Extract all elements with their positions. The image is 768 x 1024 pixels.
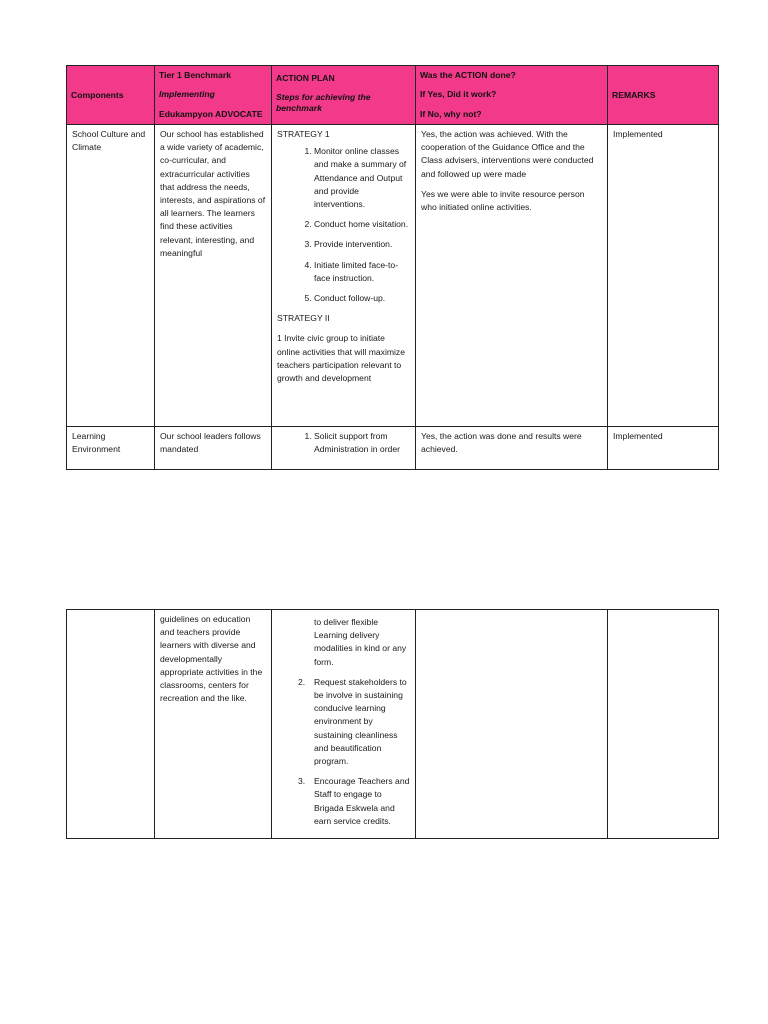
strategy-2-label: STRATEGY II [277, 313, 330, 324]
action-plan-cell [272, 427, 416, 470]
header-done-line1: Was the ACTION done? [420, 70, 516, 80]
list-item [298, 676, 410, 768]
component-cell: School Culture and Climate [67, 125, 155, 427]
step-text: Request stakeholders to be involve in sustaining conducive learning environment by sustaining cleanliness and beautification program. [314, 676, 407, 767]
table-row [67, 610, 719, 839]
action-plan-cell [272, 610, 416, 839]
header-benchmark [155, 66, 272, 125]
list-item: 1. Monitor online classes and make a summary of Attendance and Output and provide interventions. [314, 145, 410, 211]
header-done-line3: If No, why not? [420, 109, 482, 119]
header-action-plan-title: ACTION PLAN [276, 73, 335, 83]
header-benchmark-line2: Implementing [159, 89, 215, 99]
table-row [67, 125, 719, 427]
result-paragraph: Yes, the action was achieved. With the cooperation of the Guidance Office and the Class advisers, interventions were conducted and followed up were made [421, 129, 594, 179]
step-number: 2. [298, 676, 306, 687]
list-item: 3. Provide intervention. [314, 238, 410, 251]
remarks-cell: Implemented [608, 427, 719, 470]
header-remarks [608, 66, 719, 125]
learning-env-steps [277, 430, 410, 456]
benchmark-cell: Our school has established a wide variety of academic, co-curricular, and extracurricular activities that address the needs, interests, and aspirations of all learners. The learners find these activities relevant, interesting, and meaningful [155, 125, 272, 427]
header-action-plan-sub: Steps for achieving the benchmark [276, 92, 371, 113]
header-action-plan [272, 66, 416, 125]
result-cell: Yes, the action was done and results were achieved. [416, 427, 608, 470]
component-cell: Learning Environment [67, 427, 155, 470]
list-item [298, 775, 410, 828]
step-number: 3. [298, 776, 306, 787]
table-row [67, 427, 719, 470]
header-action-done [416, 66, 608, 125]
remarks-cell: Implemented [608, 125, 719, 427]
list-item: 4. Initiate limited face-to-face instruction. [314, 259, 410, 285]
component-cell [67, 610, 155, 839]
benchmark-cell: guidelines on education and teachers provide learners with diverse and developmentally appropriate activities in the classrooms, centers for recreation and the like. [155, 610, 272, 839]
header-remarks-label: REMARKS [612, 90, 656, 100]
header-components-label: Components [71, 90, 124, 100]
action-plan-table-continued [66, 609, 719, 839]
header-benchmark-line3: Edukampyon ADVOCATE [159, 109, 263, 119]
continued-steps [277, 616, 410, 828]
header-row [67, 66, 719, 125]
result-paragraph: Yes we were able to invite resource person who initiated online activities. [421, 188, 585, 213]
result-cell [416, 610, 608, 839]
list-item: 1. Solicit support from Administration in order [314, 430, 410, 456]
strategy-2-item: 1 Invite civic group to initiate online activities that will maximize teachers participation relevant to growth and development [277, 333, 405, 384]
header-components [67, 66, 155, 125]
list-item: to deliver flexible Learning delivery modalities in kind or any form. [314, 617, 407, 667]
action-plan-table [66, 65, 719, 470]
header-done-line2: If Yes, Did it work? [420, 89, 497, 99]
list-item: 2. Conduct home visitation. [314, 218, 410, 231]
action-plan-cell [272, 125, 416, 427]
benchmark-cell: Our school leaders follows mandated [155, 427, 272, 470]
strategy-1-steps [277, 145, 410, 305]
strategy-1-label: STRATEGY 1 [277, 129, 330, 139]
step-text: Encourage Teachers and Staff to engage to Brigada Eskwela and earn service credits. [314, 776, 410, 826]
remarks-cell [608, 610, 719, 839]
list-item: 5. Conduct follow-up. [314, 292, 410, 305]
result-cell [416, 125, 608, 427]
header-benchmark-line1: Tier 1 Benchmark [159, 70, 231, 80]
